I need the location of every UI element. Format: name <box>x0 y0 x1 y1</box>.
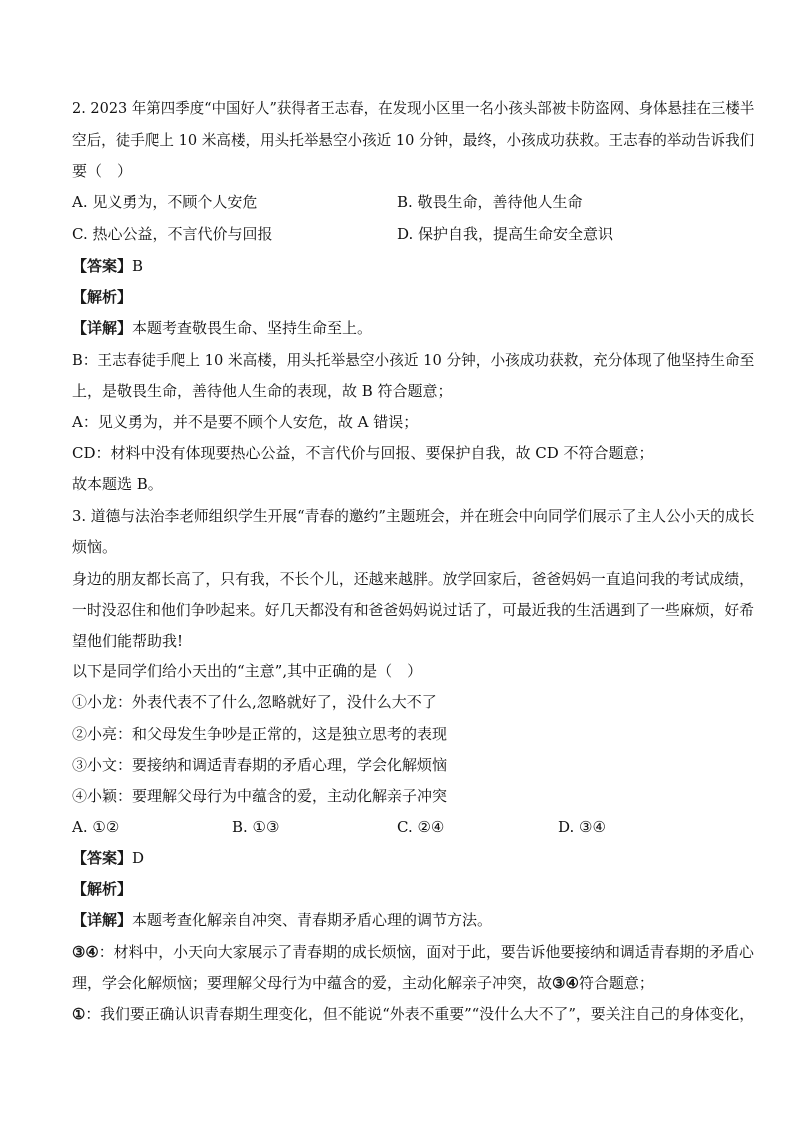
q2-option-b: B. 敬畏生命，善待他人生命 <box>397 193 583 211</box>
q3-option-b: B. ①③ <box>232 818 280 836</box>
q3-material-line-1: 身边的朋友都长高了，只有我，不长个儿，还越来越胖。放学回家后，爸爸妈妈一直追问我的考试成绩， <box>72 570 755 588</box>
q2-detail <box>72 318 372 338</box>
q3-analysis-tag <box>72 879 132 899</box>
q3-question: 以下是同学们给小天出的“主意”,其中正确的是（ ） <box>72 662 423 680</box>
exp-text: ：材料中，小天向大家展示了青春期的成长烦恼，面对于此，要告诉他要接纳和调适青春期的矛盾心 <box>98 943 754 961</box>
q3-stem-line-1: 3. 道德与法治李老师组织学生开展“青春的邀约”主题班会，并在班会中向同学们展示了主人公小天的成长 <box>72 507 755 525</box>
analysis-tag: 【解析】 <box>72 288 133 306</box>
q3-statement-2: ②小亮：和父母发生争吵是正常的，这是独立思考的表现 <box>72 725 448 743</box>
q2-answer <box>72 256 143 276</box>
q2-exp-a: A：见义勇为，并不是要不顾个人安危，故 A 错误； <box>72 413 419 431</box>
q3-statement-1: ①小龙：外表代表不了什么,忽略就好了，没什么大不了 <box>72 693 437 711</box>
q3-statement-3: ③小文：要接纳和调适青春期的矛盾心理，学会化解烦恼 <box>72 756 448 774</box>
detail-tag: 【详解】 <box>72 319 133 337</box>
q3-exp-1 <box>72 1004 754 1024</box>
detail-text: 本题考查敬畏生命、坚持生命至上。 <box>132 319 373 337</box>
q3-exp-34-line-2 <box>72 973 654 993</box>
exp-mark: ③④ <box>552 974 579 992</box>
exp-text: 符合题意； <box>578 974 654 992</box>
q2-stem-line-1: 2. 2023 年第四季度“中国好人”获得者王志春，在发现小区里一名小孩头部被卡防盗网、身体悬挂在三楼半 <box>72 99 755 117</box>
q2-exp-cd: CD：材料中没有体现要热心公益，不言代价与回报、要保护自我，故 CD 不符合题意； <box>72 444 654 462</box>
q3-option-c: C. ②④ <box>397 818 445 836</box>
answer-tag: 【答案】 <box>72 257 133 275</box>
q3-answer <box>72 848 144 868</box>
answer-value: B <box>132 257 144 275</box>
analysis-tag: 【解析】 <box>72 880 133 898</box>
q2-conclusion: 故本题选 B。 <box>72 475 163 493</box>
q3-detail <box>72 910 492 930</box>
q2-option-c: C. 热心公益，不言代价与回报 <box>72 225 273 243</box>
exp-text: ：我们要正确认识青春期生理变化，但不能说“外表不重要”“没什么大不了”，要关注自己的身体变化， <box>85 1005 755 1023</box>
detail-text: 本题考查化解亲自冲突、青春期矛盾心理的调节方法。 <box>132 911 493 929</box>
answer-value: D <box>132 849 145 867</box>
detail-tag: 【详解】 <box>72 911 133 929</box>
q3-option-d: D. ③④ <box>558 818 606 836</box>
q3-stem-line-2: 烦恼。 <box>72 538 118 556</box>
q3-exp-34-line-1 <box>72 942 754 962</box>
q2-option-d: D. 保护自我，提高生命安全意识 <box>397 225 614 243</box>
q3-option-a: A. ①② <box>72 818 120 836</box>
q2-option-a: A. 见义勇为，不顾个人安危 <box>72 193 258 211</box>
exp-text: 理，学会化解烦恼；要理解父母行为中蕴含的爱，主动化解亲子冲突，故 <box>72 974 553 992</box>
q2-exp-b-line-2: 上，是敬畏生命，善待他人生命的表现，故 B 符合题意； <box>72 382 453 400</box>
q2-exp-b-line-1: B：王志春徒手爬上 10 米高楼，用头托举悬空小孩近 10 分钟，小孩成功获救，充分体现了他坚持生命至 <box>72 351 755 369</box>
exp-mark: ③④ <box>72 943 99 961</box>
q2-analysis-tag <box>72 287 132 307</box>
q3-material-line-3: 望他们能帮助我! <box>72 632 184 650</box>
exp-mark: ① <box>72 1005 86 1023</box>
answer-tag: 【答案】 <box>72 849 133 867</box>
q2-stem-line-3: 要（ ） <box>72 162 133 180</box>
q3-material-line-2: 一时没忍住和他们争吵起来。好几天都没有和爸爸妈妈说过话了，可最近我的生活遇到了一些麻烦，好希 <box>72 601 755 619</box>
q2-stem-line-2: 空后，徒手爬上 10 米高楼，用头托举悬空小孩近 10 分钟，最终，小孩成功获救。王志春的举动告诉我们 <box>72 131 755 149</box>
q3-statement-4: ④小颖：要理解父母行为中蕴含的爱，主动化解亲子冲突 <box>72 787 448 805</box>
